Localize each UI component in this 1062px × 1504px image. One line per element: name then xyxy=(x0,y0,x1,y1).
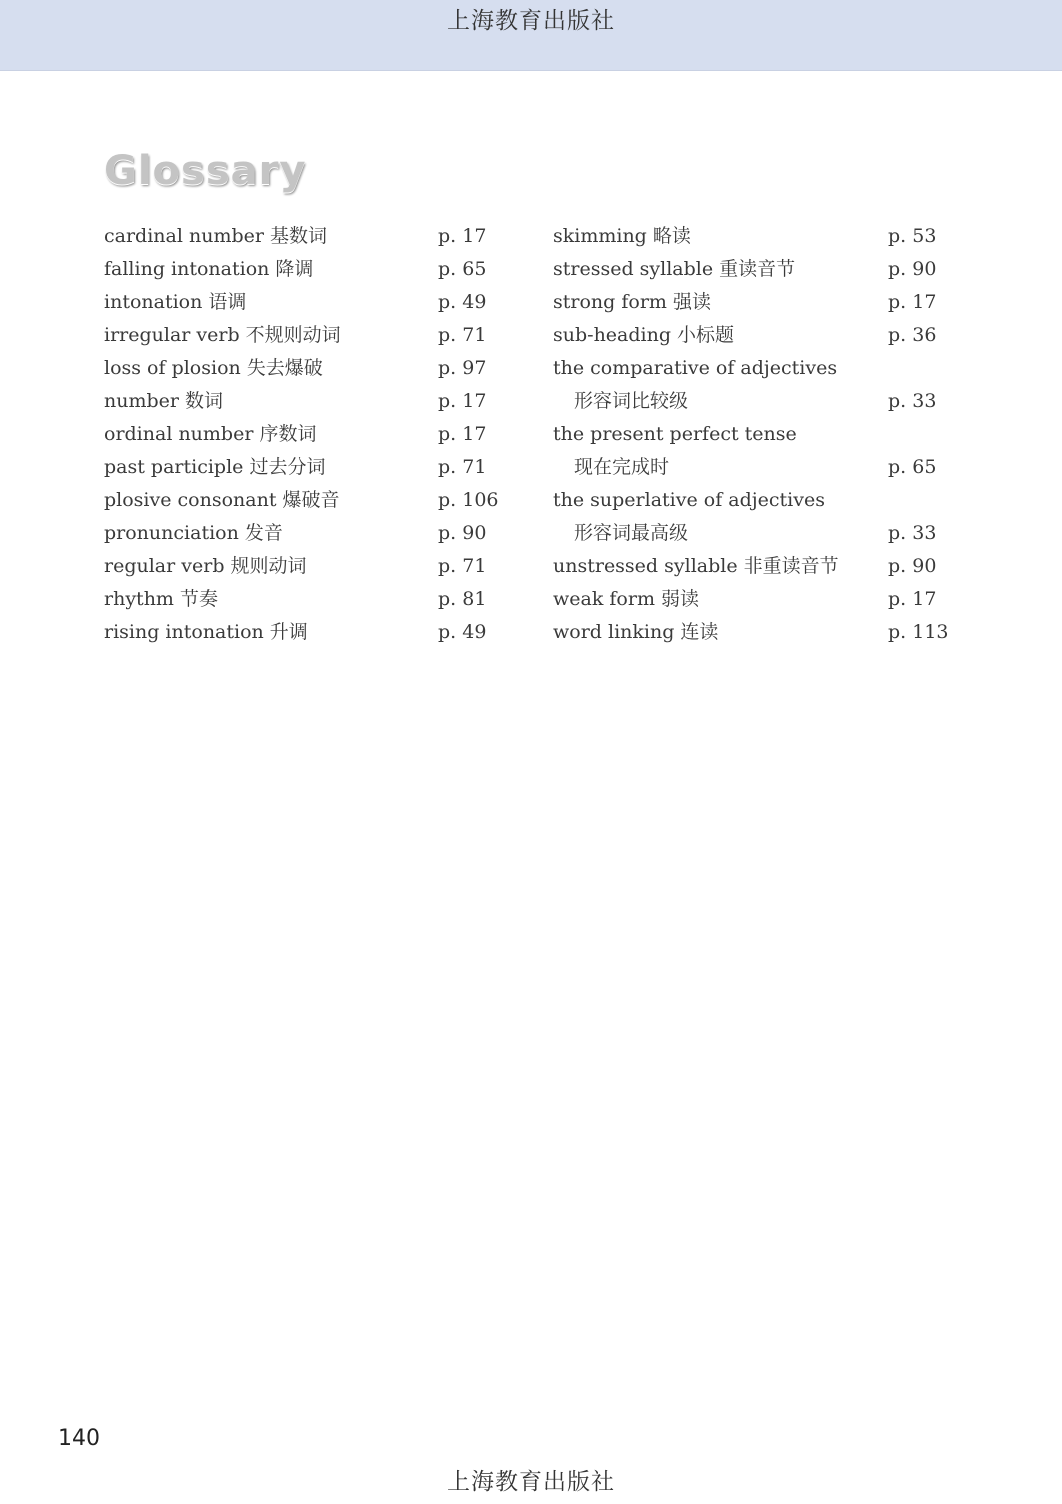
glossary-page-ref: p. 17 xyxy=(888,588,937,610)
glossary-page-ref: p. 65 xyxy=(888,456,937,478)
glossary-page-ref: p. 90 xyxy=(438,522,487,544)
glossary-page-ref: p. 17 xyxy=(888,291,937,313)
glossary-term-english: the present perfect tense xyxy=(553,423,797,445)
glossary-term: loss of plosion 失去爆破 xyxy=(104,357,323,379)
glossary-page-ref: p. 106 xyxy=(438,489,499,511)
glossary-entry xyxy=(104,451,504,484)
glossary-term: intonation 语调 xyxy=(104,291,247,313)
glossary-term: rising intonation 升调 xyxy=(104,621,308,643)
glossary-term xyxy=(553,352,837,418)
glossary-term-chinese: 现在完成时 xyxy=(574,456,670,478)
glossary-entry xyxy=(104,517,504,550)
glossary-term: past participle 过去分词 xyxy=(104,456,326,478)
glossary-page-ref: p. 71 xyxy=(438,324,487,346)
glossary-entry xyxy=(104,385,504,418)
glossary-term: word linking 连读 xyxy=(553,621,719,643)
glossary-page-ref: p. 17 xyxy=(438,423,487,445)
page-number: 140 xyxy=(58,1426,100,1451)
page-title: Glossary xyxy=(104,148,307,194)
glossary-term xyxy=(553,484,825,550)
glossary-column-right xyxy=(553,220,953,649)
glossary-entry xyxy=(104,418,504,451)
glossary-page-ref: p. 71 xyxy=(438,555,487,577)
glossary-entry xyxy=(104,550,504,583)
glossary-entry xyxy=(553,616,953,649)
glossary-entry xyxy=(553,319,953,352)
glossary-page-ref: p. 49 xyxy=(438,291,487,313)
glossary-page-ref: p. 36 xyxy=(888,324,937,346)
glossary-term: number 数词 xyxy=(104,390,224,412)
glossary-page-ref: p. 71 xyxy=(438,456,487,478)
glossary-term: unstressed syllable 非重读音节 xyxy=(553,555,839,577)
glossary-term: irregular verb 不规则动词 xyxy=(104,324,341,346)
glossary-entry xyxy=(553,550,953,583)
glossary-page-ref: p. 17 xyxy=(438,390,487,412)
glossary-entry xyxy=(104,583,504,616)
glossary-page-ref: p. 113 xyxy=(888,621,949,643)
glossary-term: strong form 强读 xyxy=(553,291,711,313)
glossary-term: weak form 弱读 xyxy=(553,588,699,610)
glossary-entry xyxy=(553,253,953,286)
glossary-entry xyxy=(104,253,504,286)
glossary-page-ref: p. 33 xyxy=(888,390,937,412)
glossary-entry xyxy=(104,352,504,385)
glossary-entry xyxy=(104,484,504,517)
glossary-page-ref: p. 33 xyxy=(888,522,937,544)
glossary-entry xyxy=(553,220,953,253)
glossary-term: falling intonation 降调 xyxy=(104,258,314,280)
glossary-term: cardinal number 基数词 xyxy=(104,225,327,247)
glossary-page-ref: p. 17 xyxy=(438,225,487,247)
glossary-page-ref: p. 53 xyxy=(888,225,937,247)
glossary-page-ref: p. 65 xyxy=(438,258,487,280)
glossary-page-ref: p. 90 xyxy=(888,555,937,577)
glossary-entry xyxy=(553,286,953,319)
glossary-term: stressed syllable 重读音节 xyxy=(553,258,796,280)
glossary-term: plosive consonant 爆破音 xyxy=(104,489,340,511)
glossary-term: rhythm 节奏 xyxy=(104,588,218,610)
glossary-term: sub-heading 小标题 xyxy=(553,324,735,346)
glossary-entry xyxy=(104,319,504,352)
glossary-page-ref: p. 49 xyxy=(438,621,487,643)
glossary-term-chinese: 形容词比较级 xyxy=(574,390,689,412)
glossary-entry xyxy=(104,286,504,319)
glossary-entry xyxy=(553,583,953,616)
glossary-term xyxy=(553,418,797,484)
glossary-entry xyxy=(104,616,504,649)
glossary-page-ref: p. 81 xyxy=(438,588,487,610)
publisher-footer: 上海教育出版社 xyxy=(447,1469,615,1495)
publisher-header: 上海教育出版社 xyxy=(447,8,615,34)
glossary-term-chinese: 形容词最高级 xyxy=(574,522,689,544)
glossary-entry xyxy=(553,418,953,484)
glossary-term: pronunciation 发音 xyxy=(104,522,283,544)
glossary-page-ref: p. 90 xyxy=(888,258,937,280)
glossary-entry xyxy=(553,352,953,418)
glossary-term-english: the superlative of adjectives xyxy=(553,489,825,511)
glossary-entry xyxy=(104,220,504,253)
glossary-column-left xyxy=(104,220,504,649)
glossary-term: regular verb 规则动词 xyxy=(104,555,307,577)
glossary-term: skimming 略读 xyxy=(553,225,691,247)
glossary-page-ref: p. 97 xyxy=(438,357,487,379)
glossary-term-english: the comparative of adjectives xyxy=(553,357,838,379)
glossary-entry xyxy=(553,484,953,550)
glossary-term: ordinal number 序数词 xyxy=(104,423,317,445)
